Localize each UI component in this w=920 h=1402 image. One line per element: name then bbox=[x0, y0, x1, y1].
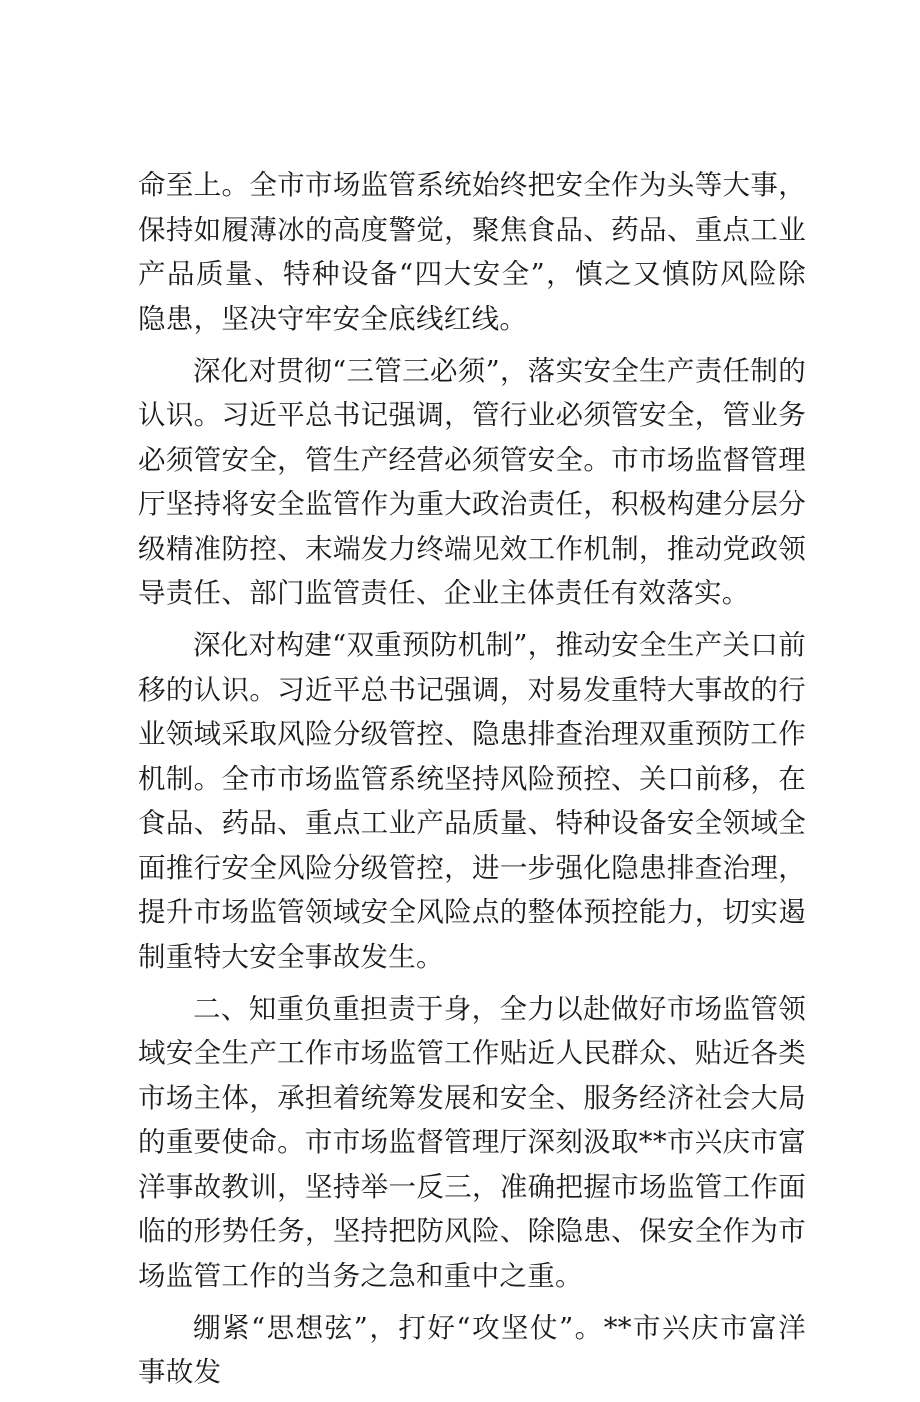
paragraph-3: 深化对构建“双重预防机制”，推动安全生产关口前移的认识。习近平总书记强调，对易发重特大事故的行业领域采取风险分级管控、隐患排查治理双重预防工作机制。全市市场监管系统坚持风险预控、关口前移，在食品、药品、重点工业产品质量、特种设备安全领域全面推行安全风险分级管控，进一步强化隐患排查治理，提升市场监管领域安全风险点的整体预控能力，切实遏制重特大安全事故发生。 bbox=[138, 629, 806, 973]
paragraph-2: 深化对贯彻“三管三必须”，落实安全生产责任制的认识。习近平总书记强调，管行业必须管安全，管业务必须管安全，管生产经营必须管安全。市市场监督管理厅坚持将安全监管作为重大政治责任，积极构建分层分级精准防控、末端发力终端见效工作机制，推动党政领导责任、部门监管责任、企业主体责任有效落实。 bbox=[138, 354, 806, 609]
document-body bbox=[138, 163, 806, 1402]
paragraph-5: 绷紧“思想弦”，打好“攻坚仗”。**市兴庆市富洋事故发 bbox=[138, 1311, 806, 1388]
paragraph-1: 命至上。全市市场监管系统始终把安全作为头等大事，保持如履薄冰的高度警觉，聚焦食品、药品、重点工业产品质量、特种设备“四大安全”，慎之又慎防风险除隐患，坚决守牢安全底线红线。 bbox=[138, 169, 806, 335]
paragraph-4: 二、知重负重担责于身，全力以赴做好市场监管领域安全生产工作市场监管工作贴近人民群众、贴近各类市场主体，承担着统筹发展和安全、服务经济社会大局的重要使命。市市场监督管理厅深刻汲取**市兴庆市富洋事故教训，坚持举一反三，准确把握市场监管工作面临的形势任务，坚持把防风险、除隐患、保安全作为市场监管工作的当务之急和重中之重。 bbox=[138, 992, 806, 1292]
